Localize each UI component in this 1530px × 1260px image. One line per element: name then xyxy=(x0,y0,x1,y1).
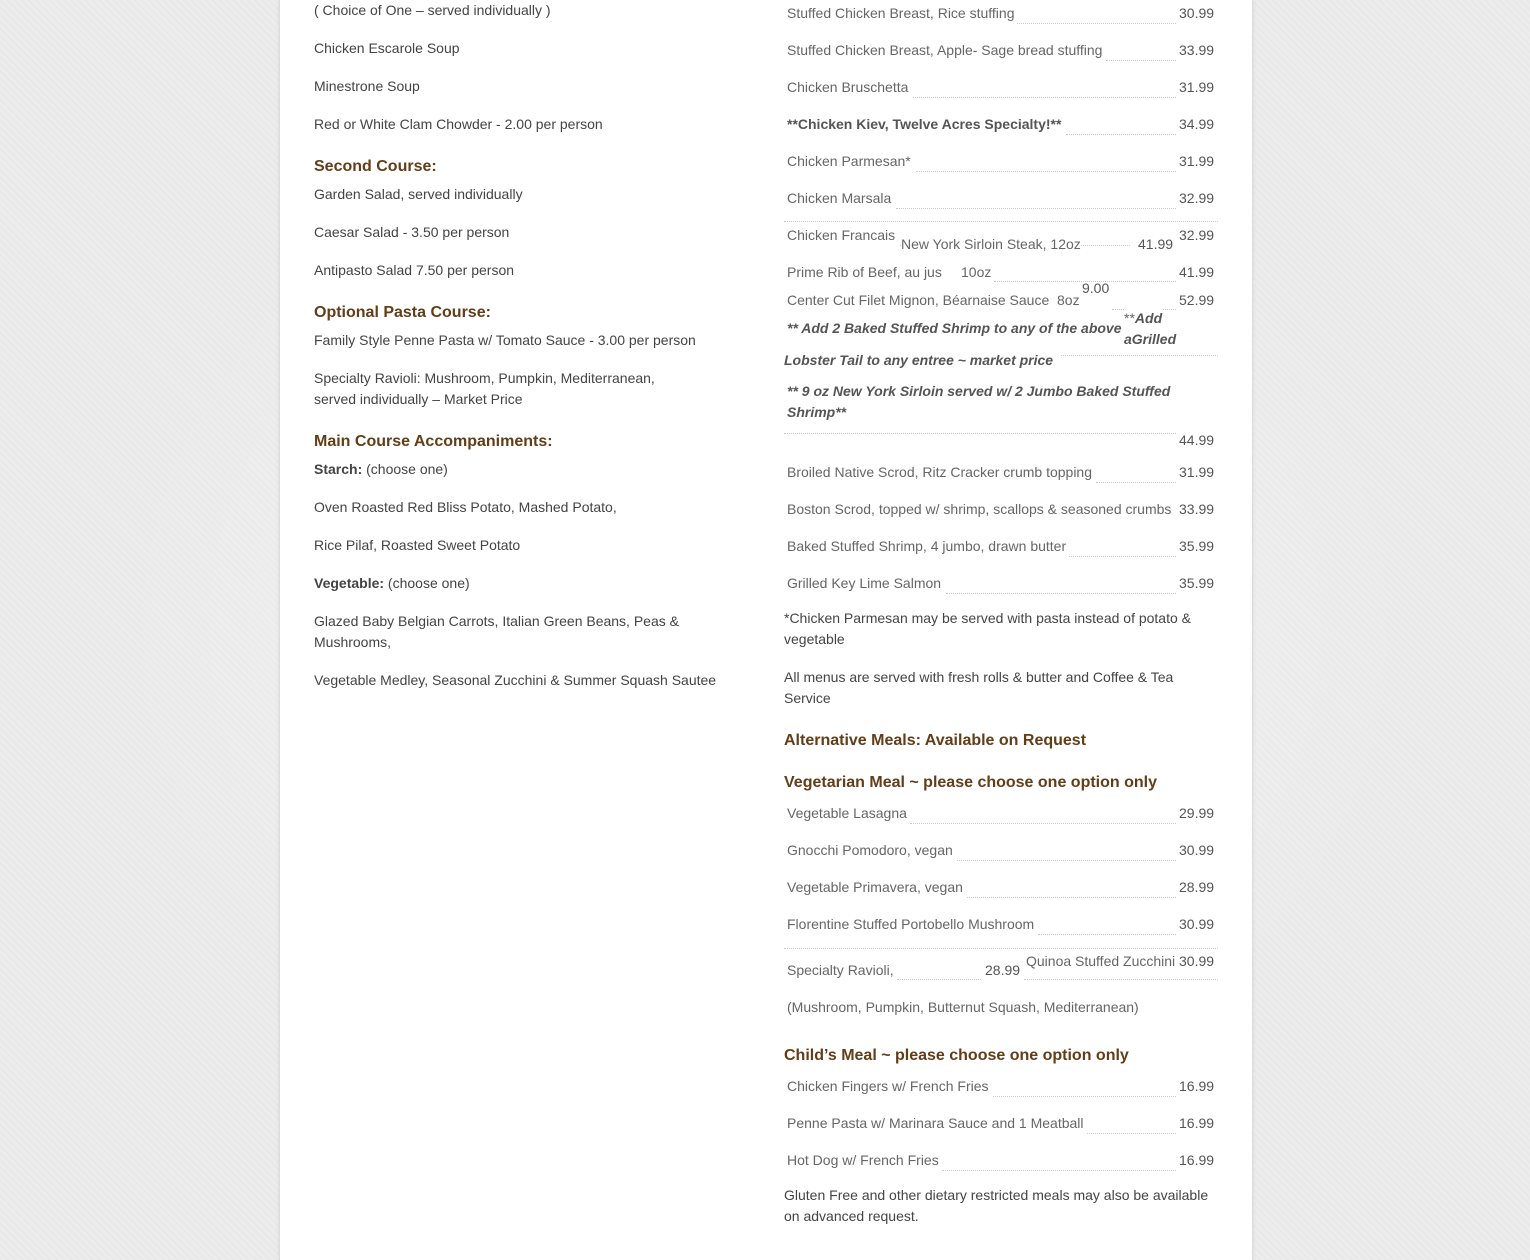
vegetarian-price: 30.99 xyxy=(1179,842,1215,858)
vegetarian-name: Gnocchi Pomodoro, vegan xyxy=(787,842,953,858)
menu-page xyxy=(279,0,1253,1260)
zucchini-price: 30.99 xyxy=(1179,953,1215,969)
filet-name: Center Cut Filet Mignon, Béarnaise Sauce xyxy=(787,292,1050,308)
starch-item: Rice Pilaf, Roasted Sweet Potato xyxy=(314,537,521,553)
steak-name: New York Sirloin Steak, 12oz xyxy=(901,236,1081,252)
child-meal-price: 16.99 xyxy=(1179,1115,1215,1131)
entree-name: Stuffed Chicken Breast, Rice stuffing xyxy=(787,5,1015,21)
accompaniments-heading: Main Course Accompaniments: xyxy=(314,433,553,450)
starch-line xyxy=(314,459,448,480)
vegetable-item: Glazed Baby Belgian Carrots, Italian Green Beans, Peas & xyxy=(314,613,679,629)
service-note: All menus are served with fresh rolls & butter and Coffee & Tea Service xyxy=(784,669,1174,706)
soup-item: Minestrone Soup xyxy=(314,78,420,94)
child-meal-price: 16.99 xyxy=(1179,1078,1215,1094)
ravioli-flavors: (Mushroom, Pumpkin, Butternut Squash, Mediterranean) xyxy=(787,999,1139,1015)
child-meal-name: Hot Dog w/ French Fries xyxy=(787,1152,939,1168)
seafood-price: 35.99 xyxy=(1179,575,1215,591)
addon-price: 9.00 xyxy=(1082,280,1110,296)
lobster-addon-line: Lobster Tail to any entree ~ market price xyxy=(784,352,1054,368)
filet-price: 52.99 xyxy=(1179,292,1215,308)
entree-name: Chicken Francais xyxy=(787,227,896,243)
vegetarian-heading: Vegetarian Meal ~ please choose one option only xyxy=(784,774,1157,791)
combo-line: ** 9 oz New York Sirloin served w/ 2 Jumbo Baked Stuffed xyxy=(787,383,1171,399)
seafood-price: 35.99 xyxy=(1179,538,1215,554)
zucchini-name: Quinoa Stuffed Zucchini xyxy=(1026,953,1176,969)
seafood-price: 31.99 xyxy=(1179,464,1215,480)
child-meal-heading: Child’s Meal ~ please choose one option only xyxy=(784,1047,1129,1064)
entree-price: 30.99 xyxy=(1179,5,1215,21)
seafood-name: Baked Stuffed Shrimp, 4 jumbo, drawn butter xyxy=(787,538,1067,554)
vegetable-item: Mushrooms, xyxy=(314,634,392,650)
prime-rib-name: Prime Rib of Beef, au jus xyxy=(787,264,942,280)
entree-price: 31.99 xyxy=(1179,153,1215,169)
addon-add: Add xyxy=(1134,310,1163,326)
combo-line: Shrimp** xyxy=(787,404,847,420)
prime-rib-price: 41.99 xyxy=(1179,264,1215,280)
salad-item: Caesar Salad - 3.50 per person xyxy=(314,224,510,240)
entree-name-specialty: **Chicken Kiev, Twelve Acres Specialty!** xyxy=(787,116,1062,132)
entree-name: Stuffed Chicken Breast, Apple- Sage bread stuffing xyxy=(787,42,1103,58)
child-meal-name: Penne Pasta w/ Marinara Sauce and 1 Meatball xyxy=(787,1115,1084,1131)
prime-rib-size: 10oz xyxy=(961,264,992,280)
first-course-note: ( Choice of One – served individually ) xyxy=(314,2,551,18)
salad-item: Antipasto Salad 7.50 per person xyxy=(314,262,515,278)
starch-item: Oven Roasted Red Bliss Potato, Mashed Potato, xyxy=(314,499,617,515)
entree-price: 33.99 xyxy=(1179,42,1215,58)
lobster-addon-side xyxy=(1124,308,1162,328)
combo-price: 44.99 xyxy=(1179,432,1215,448)
lobster-addon-grilled: aGrilled xyxy=(1124,331,1177,347)
entree-price: 32.99 xyxy=(1179,190,1215,206)
pasta-item: Specialty Ravioli: Mushroom, Pumpkin, Mediterranean, xyxy=(314,370,655,386)
starch-note: (choose one) xyxy=(362,461,448,477)
addon-stars: ** xyxy=(1124,310,1135,326)
seafood-price: 33.99 xyxy=(1179,501,1215,517)
vegetarian-price: 28.99 xyxy=(1179,879,1215,895)
ravioli-price: 28.99 xyxy=(985,962,1021,978)
vegetable-line xyxy=(314,573,470,594)
gluten-free-note: Gluten Free and other dietary restricted meals may also be available on advanced request. xyxy=(784,1187,1209,1224)
salad-item: Garden Salad, served individually xyxy=(314,186,523,202)
child-meal-name: Chicken Fingers w/ French Fries xyxy=(787,1078,989,1094)
second-course-heading: Second Course: xyxy=(314,158,437,175)
vegetarian-price: 29.99 xyxy=(1179,805,1215,821)
vegetable-note: (choose one) xyxy=(384,575,470,591)
vegetable-label: Vegetable: xyxy=(314,575,385,591)
parmesan-note: *Chicken Parmesan may be served with pasta instead of potato & vegetable xyxy=(784,610,1191,647)
ravioli-name: Specialty Ravioli, xyxy=(787,962,894,978)
soup-item: Red or White Clam Chowder - 2.00 per person xyxy=(314,116,603,132)
filet-size: 8oz xyxy=(1057,292,1080,308)
entree-name: Chicken Bruschetta xyxy=(787,79,909,95)
child-meal-price: 16.99 xyxy=(1179,1152,1215,1168)
vegetarian-name: Florentine Stuffed Portobello Mushroom xyxy=(787,916,1035,932)
starch-label: Starch: xyxy=(314,461,363,477)
seafood-name: Broiled Native Scrod, Ritz Cracker crumb topping xyxy=(787,464,1093,480)
entree-price: 32.99 xyxy=(1179,227,1215,243)
pasta-course-heading: Optional Pasta Course: xyxy=(314,304,491,321)
pasta-item: Family Style Penne Pasta w/ Tomato Sauce - 3.00 per person xyxy=(314,332,696,348)
vegetarian-name: Vegetable Lasagna xyxy=(787,805,907,821)
entree-name: Chicken Parmesan* xyxy=(787,153,911,169)
alternative-meals-heading: Alternative Meals: Available on Request xyxy=(784,732,1087,749)
vegetarian-name: Vegetable Primavera, vegan xyxy=(787,879,963,895)
vegetarian-price: 30.99 xyxy=(1179,916,1215,932)
seafood-name: Boston Scrod, topped w/ shrimp, scallops & seasoned crumbs xyxy=(787,501,1172,517)
steak-price: 41.99 xyxy=(1138,236,1174,252)
entree-name: Chicken Marsala xyxy=(787,190,892,206)
shrimp-addon-line: ** Add 2 Baked Stuffed Shrimp to any of the above xyxy=(787,320,1122,336)
entree-price: 34.99 xyxy=(1179,116,1215,132)
entree-price: 31.99 xyxy=(1179,79,1215,95)
soup-item: Chicken Escarole Soup xyxy=(314,40,460,56)
seafood-name: Grilled Key Lime Salmon xyxy=(787,575,942,591)
pasta-item: served individually – Market Price xyxy=(314,391,523,407)
vegetable-item: Vegetable Medley, Seasonal Zucchini & Summer Squash Sautee xyxy=(314,672,717,688)
